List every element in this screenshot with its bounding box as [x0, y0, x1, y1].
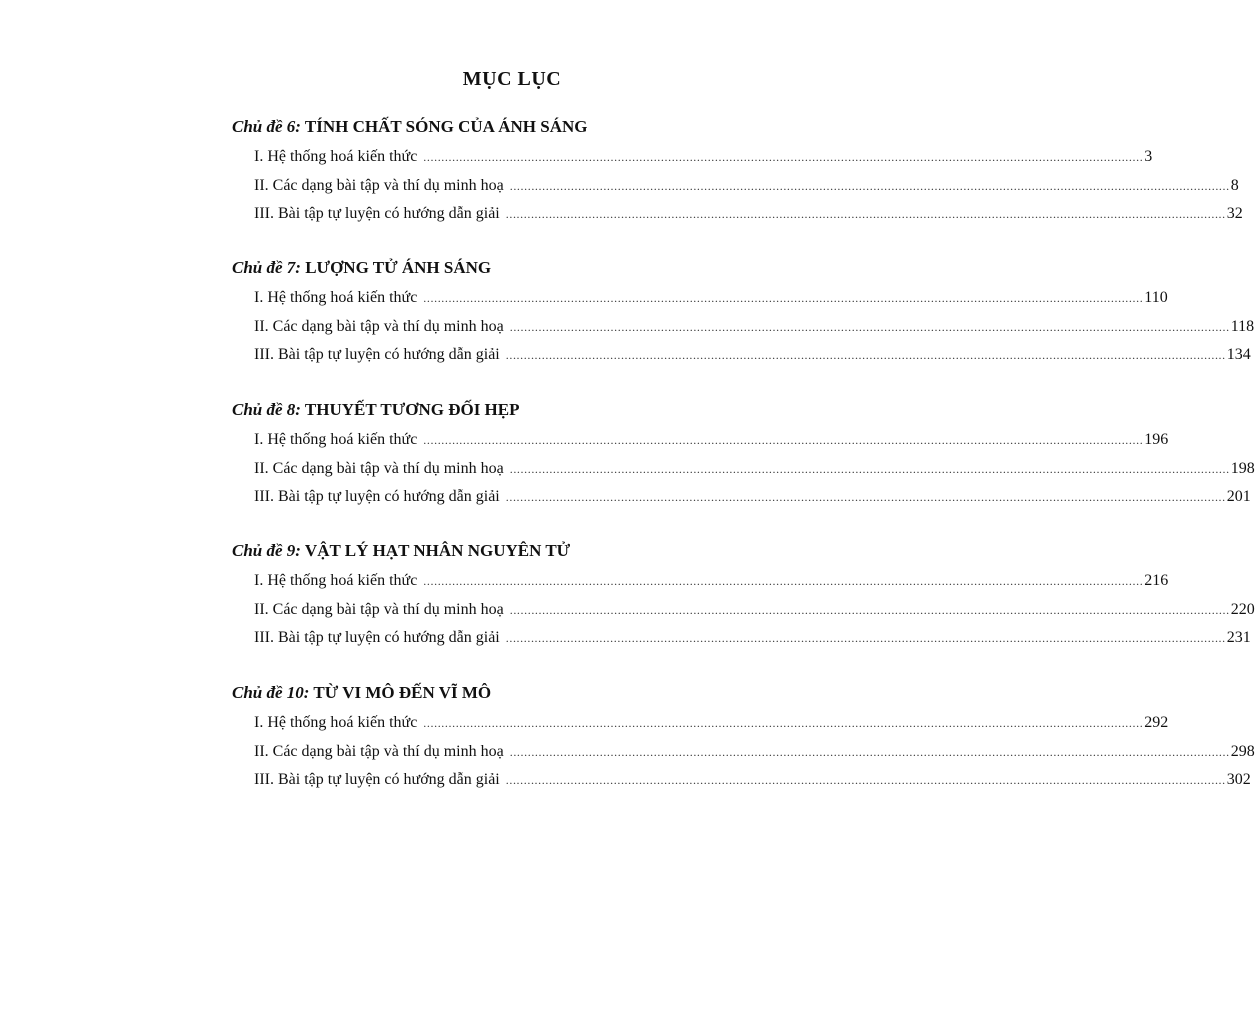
chapter-title: TỪ VI MÔ ĐẾN VĨ MÔ	[313, 683, 492, 702]
chapter-title: VẬT LÝ HẠT NHÂN NGUYÊN TỬ	[304, 541, 571, 560]
chapter-8	[232, 396, 1255, 512]
entry-label: I. Hệ thống hoá kiến thức	[254, 148, 418, 165]
toc-entry	[232, 738, 1255, 767]
toc-entry	[232, 709, 1169, 738]
entry-page-number: 8	[1230, 176, 1239, 194]
dot-leader: ........................................................................................................................................................................................................	[505, 348, 1226, 362]
chapter-title: THUYẾT TƯƠNG ĐỐI HẸP	[304, 400, 520, 419]
dot-leader: ........................................................................................................................................................................................................	[423, 291, 1144, 305]
toc-entry	[232, 341, 1251, 370]
entry-page-number: 298	[1230, 742, 1255, 760]
toc-entry	[232, 455, 1255, 484]
entry-label: III. Bài tập tự luyện có hướng dẫn giải	[254, 205, 500, 222]
dot-leader: ........................................................................................................................................................................................................	[509, 461, 1230, 476]
entry-label: I. Hệ thống hoá kiến thức	[254, 431, 418, 448]
entry-label: III. Bài tập tự luyện có hướng dẫn giải	[254, 488, 500, 505]
chapter-heading	[232, 396, 794, 424]
chapter-heading	[232, 679, 794, 707]
chapter-6	[232, 113, 1243, 229]
chapter-prefix: Chủ đề 7:	[232, 258, 301, 277]
chapter-prefix: Chủ đề 9:	[232, 541, 301, 560]
dot-leader: ........................................................................................................................................................................................................	[505, 207, 1226, 221]
dot-leader: ........................................................................................................................................................................................................	[423, 150, 1144, 164]
toc-title: MỤC LỤC	[462, 68, 562, 90]
toc-entry	[232, 200, 1243, 229]
chapter-prefix: Chủ đề 10:	[232, 683, 310, 702]
entry-page-number: 196	[1144, 431, 1169, 448]
toc-entry	[232, 596, 1255, 625]
dot-leader: ........................................................................................................................................................................................................	[509, 178, 1230, 193]
dot-leader: ........................................................................................................................................................................................................	[505, 631, 1226, 645]
chapter-heading	[232, 537, 794, 565]
chapter-heading	[232, 113, 794, 141]
toc-entry	[232, 567, 1169, 596]
toc-entry	[232, 426, 1169, 455]
toc-entry	[232, 483, 1251, 512]
entry-label: II. Các dạng bài tập và thí dụ minh hoạ	[254, 459, 504, 477]
dot-leader: ........................................................................................................................................................................................................	[505, 490, 1226, 504]
toc-entry	[232, 766, 1251, 795]
entry-page-number: 302	[1226, 771, 1251, 788]
toc-entry	[232, 284, 1168, 313]
toc-entry	[232, 143, 1153, 172]
dot-leader: ........................................................................................................................................................................................................	[423, 574, 1144, 588]
chapter-10	[232, 679, 1255, 795]
entry-label: I. Hệ thống hoá kiến thức	[254, 714, 418, 731]
entry-label: II. Các dạng bài tập và thí dụ minh hoạ	[254, 742, 504, 760]
toc-entry	[232, 313, 1255, 342]
entry-page-number: 110	[1144, 289, 1168, 306]
entry-page-number: 134	[1226, 346, 1251, 363]
toc-entry	[232, 624, 1251, 653]
dot-leader: ........................................................................................................................................................................................................	[423, 716, 1144, 730]
chapter-9	[232, 537, 1255, 653]
toc-entry	[232, 172, 1239, 201]
entry-label: II. Các dạng bài tập và thí dụ minh hoạ	[254, 317, 504, 335]
entry-page-number: 220	[1230, 600, 1255, 618]
dot-leader: ........................................................................................................................................................................................................	[423, 433, 1144, 447]
entry-page-number: 292	[1144, 714, 1169, 731]
entry-page-number: 198	[1230, 459, 1255, 477]
entry-label: III. Bài tập tự luyện có hướng dẫn giải	[254, 771, 500, 788]
chapter-7	[232, 254, 1255, 370]
entry-label: II. Các dạng bài tập và thí dụ minh hoạ	[254, 600, 504, 618]
entry-page-number: 32	[1226, 205, 1243, 222]
dot-leader: ........................................................................................................................................................................................................	[505, 773, 1226, 787]
chapter-heading	[232, 254, 794, 282]
entry-label: II. Các dạng bài tập và thí dụ minh hoạ	[254, 176, 504, 194]
entry-page-number: 231	[1226, 629, 1251, 646]
entry-page-number: 216	[1144, 572, 1169, 589]
chapter-prefix: Chủ đề 8:	[232, 400, 301, 419]
entry-label: III. Bài tập tự luyện có hướng dẫn giải	[254, 346, 500, 363]
entry-label: III. Bài tập tự luyện có hướng dẫn giải	[254, 629, 500, 646]
chapter-prefix: Chủ đề 6:	[232, 117, 301, 136]
entry-label: I. Hệ thống hoá kiến thức	[254, 572, 418, 589]
entry-label: I. Hệ thống hoá kiến thức	[254, 289, 418, 306]
chapter-title: TÍNH CHẤT SÓNG CỦA ÁNH SÁNG	[304, 117, 588, 136]
dot-leader: ........................................................................................................................................................................................................	[509, 319, 1230, 334]
entry-page-number: 118	[1230, 317, 1255, 335]
chapter-title: LƯỢNG TỬ ÁNH SÁNG	[305, 258, 492, 277]
entry-page-number: 3	[1144, 148, 1153, 165]
entry-page-number: 201	[1226, 488, 1251, 505]
dot-leader: ........................................................................................................................................................................................................	[509, 744, 1230, 759]
dot-leader: ........................................................................................................................................................................................................	[509, 602, 1230, 617]
